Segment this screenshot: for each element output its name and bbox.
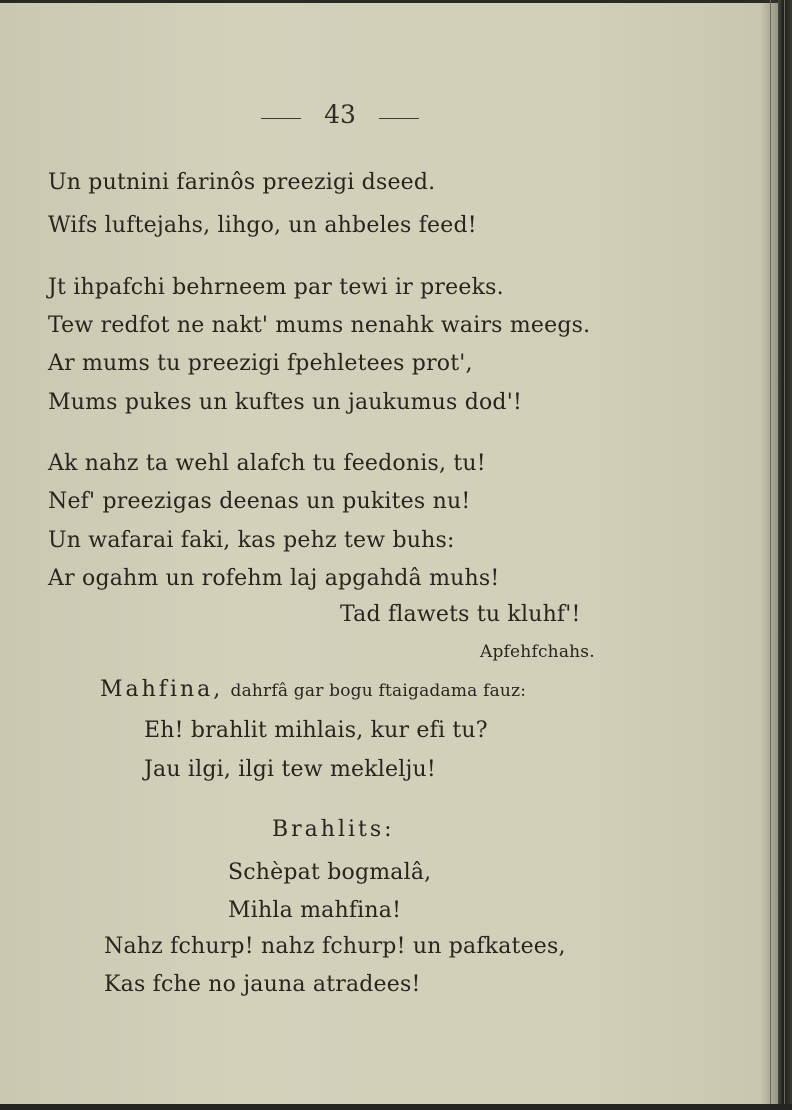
- verse-line: Tew redfot ne nakt' mums nenahk wairs meegs.: [48, 313, 591, 338]
- verse-line: Un wafarai faki, kas pehz tew buhs:: [48, 528, 455, 553]
- closing-line: Tad flawets tu kluhf'!: [340, 602, 581, 627]
- verse-line: Mums pukes un kuftes un jaukumus dod'!: [48, 390, 522, 415]
- page-header: [0, 100, 680, 140]
- book-spine: [778, 0, 792, 1110]
- header-dash-right: [379, 118, 419, 119]
- verse-line: Un putnini farinôs preezigi dseed.: [48, 170, 436, 195]
- stage-direction: dahrfâ gar bogu ftaigadama fauz:: [230, 681, 527, 701]
- speaker-note: Apfehfchahs.: [480, 642, 595, 662]
- speaker-heading: Brahlits:: [272, 817, 395, 842]
- header-dash-left: [261, 118, 301, 119]
- verse-line: Ak nahz ta wehl alafch tu feedonis, tu!: [48, 451, 486, 476]
- spine-line: [770, 0, 771, 1110]
- dialogue-line: Schèpat bogmalâ,: [228, 860, 432, 885]
- verse-line: Wifs luftejahs, lihgo, un ahbeles feed!: [48, 213, 477, 238]
- bottom-page-edge: [0, 1104, 792, 1110]
- dialogue-line: Eh! brahlit mihlais, kur efi tu?: [144, 718, 488, 743]
- dialogue-line: Mihla mahfina!: [228, 898, 402, 923]
- verse-line: Nef' preezigas deenas un pukites nu!: [48, 489, 471, 514]
- dialogue-line: Kas fche no jauna atradees!: [104, 972, 421, 997]
- spine-line: [784, 0, 785, 1110]
- verse-line: Jt ihpafchi behrneem par tewi ir preeks.: [48, 275, 504, 300]
- speaker-name: Mahfina,: [100, 677, 224, 702]
- page-number: 43: [324, 100, 356, 129]
- dialogue-line: Jau ilgi, ilgi tew meklelju!: [144, 757, 436, 782]
- spine-shadow: [760, 0, 778, 1110]
- top-page-edge: [0, 0, 792, 3]
- verse-line: Ar mums tu preezigi fpehletees prot',: [48, 351, 473, 376]
- scene-speaker: [100, 675, 526, 706]
- dialogue-line: Nahz fchurp! nahz fchurp! un pafkatees,: [104, 934, 566, 959]
- verse-line: Ar ogahm un rofehm laj apgahdâ muhs!: [48, 566, 500, 591]
